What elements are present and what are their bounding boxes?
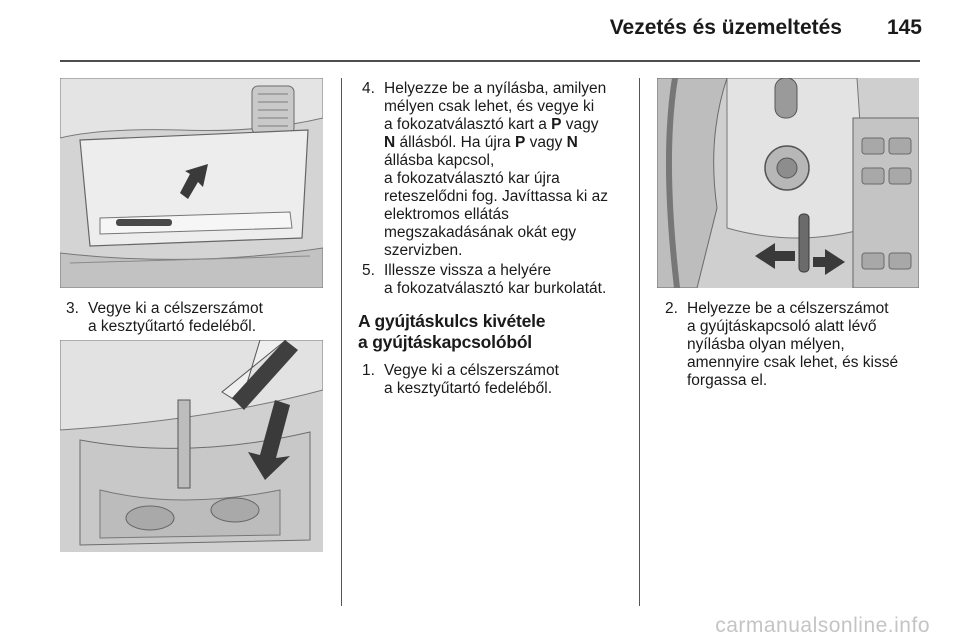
step-text-line: a fokozatválasztó kar burkolatát. (384, 280, 607, 297)
gear-position-p: P (514, 134, 526, 151)
step-text-line: megszakadásának okát egy (384, 224, 577, 241)
section-heading: A gyújtáskulcs kivétele a gyújtáskapcsolóból (358, 311, 546, 352)
step-text-line: reteszelődni fog. Javíttassa ki az (384, 188, 609, 205)
step-text-line: nyílásba olyan mélyen, (687, 336, 845, 353)
step-text-line: a kesztyűtartó fedeléből. (384, 380, 553, 397)
step-number: 5. (362, 262, 375, 279)
watermark: carmanualsonline.info (715, 614, 930, 637)
step-number: 1. (362, 362, 375, 379)
gear-position-p: P (551, 116, 562, 133)
step-3 (66, 300, 336, 340)
step-text-line: forgassa el. (687, 372, 768, 389)
step-1 (362, 362, 637, 402)
ignition-switch-illustration (657, 78, 919, 288)
step-text-line: a gyújtáskapcsoló alatt lévő (687, 318, 877, 335)
gear-position-n: N (384, 134, 396, 151)
step-text-line: a fokozatválasztó kart a P vagy (384, 116, 599, 133)
step-2 (665, 300, 935, 392)
step-text-line: állásba kapcsol, (384, 152, 495, 169)
step-text-line: elektromos ellátás (384, 206, 509, 223)
gear-position-n: N (566, 134, 578, 151)
step-number: 2. (665, 300, 678, 317)
column-divider-right (639, 78, 640, 606)
step-5 (362, 262, 637, 302)
step-text-line: a kesztyűtartó fedeléből. (88, 318, 257, 335)
glovebox-tool-illustration (60, 78, 323, 288)
step-4 (362, 80, 637, 280)
step-text-line: szervizben. (384, 242, 463, 259)
step-text-line: Illessze vissza a helyére (384, 262, 552, 279)
step-text-line: Vegye ki a célszerszámot (88, 300, 263, 317)
column-divider-left (341, 78, 342, 606)
step-text-line: a fokozatválasztó kar újra (384, 170, 560, 187)
step-text-line: mélyen csak lehet, és vegye ki (384, 98, 595, 115)
step-text-line: Helyezze be a célszerszámot (687, 300, 889, 317)
page-number: 145 (886, 16, 922, 39)
header-rule (60, 60, 920, 62)
step-number: 4. (362, 80, 375, 97)
tool-removal-illustration (60, 340, 323, 552)
step-text-line: Vegye ki a célszerszámot (384, 362, 559, 379)
page-header-title: Vezetés és üzemeltetés (609, 16, 842, 39)
step-number: 3. (66, 300, 79, 317)
step-text-line: Helyezze be a nyílásba, amilyen (384, 80, 607, 97)
step-text-line: N állásból. Ha újra P vagy N (384, 134, 578, 151)
step-text-line: amennyire csak lehet, és kissé (687, 354, 899, 371)
